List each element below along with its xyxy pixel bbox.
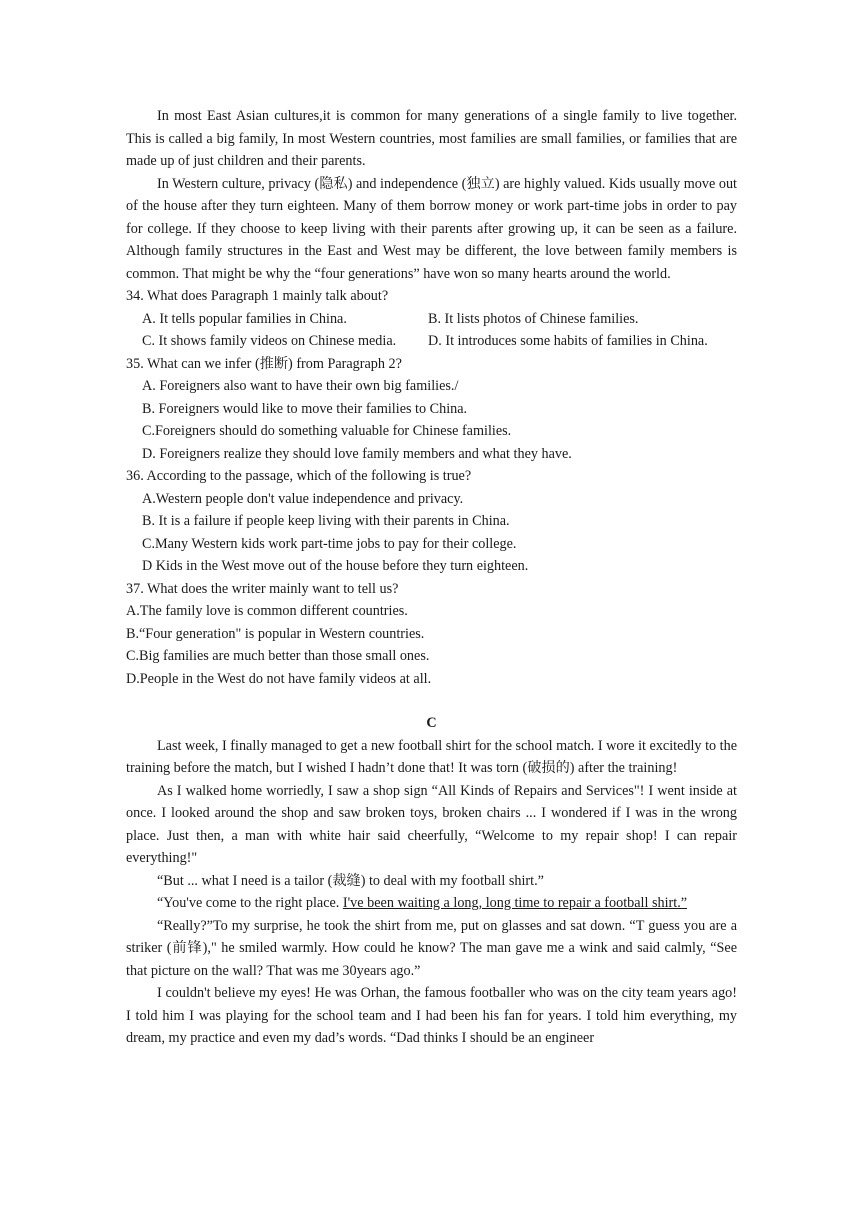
passage-b-paragraph-1: In most East Asian cultures,it is common for many generations of a single family to live together. This is called a big family, In most Western countries, most families are small families, or families that are made up of just children and their parents.	[126, 108, 737, 169]
passage-c-paragraph-2: As I walked home worriedly, I saw a shop sign “All Kinds of Repairs and Services"! I went inside at once. I looked around the shop and saw broken toys, broken chairs ... I wondered if I was in the wrong place. Just then, a man with white hair said cheerfully, “Welcome to my repair shop! I can repair everything!"	[126, 782, 737, 866]
question-36-option-a: A.Western people don't value independence and privacy.	[142, 490, 464, 507]
question-36-option-d: D Kids in the West move out of the house before they turn eighteen.	[142, 558, 529, 574]
question-37-option-c: C.Big families are much better than those small ones.	[126, 648, 430, 664]
question-35-option-c: C.Foreigners should do something valuable for Chinese families.	[142, 423, 512, 439]
question-34-options-row-2	[126, 330, 737, 353]
question-34-option-b: B. It lists photos of Chinese families.	[428, 310, 639, 327]
question-37-option-a: A.The family love is common different countries.	[126, 603, 408, 619]
passage-c-paragraph-1: Last week, I finally managed to get a new football shirt for the school match. I wore it excitedly to the training before the match, but I wished I hadn’t done that! It was torn (破损的) after the training!	[126, 737, 737, 776]
passage-b-paragraph-2: In Western culture, privacy (隐私) and independence (独立) are highly valued. Kids usually move out of the house after they turn eighteen. Many of them borrow money or work part-time jobs in order to pay for college. If they choose to keep living with their parents after growing up, it can be seen as a failure. Although family structures in the East and West may be different, the love between family members is common. That might be why the “four generations” have won so many hearts around the world.	[126, 175, 737, 282]
question-34-option-c: C. It shows family videos on Chinese media.	[142, 333, 397, 349]
question-34-options-row-1	[126, 308, 737, 331]
question-36-stem: 36. According to the passage, which of the following is true?	[126, 468, 472, 484]
passage-c-paragraph-5: “Really?”To my surprise, he took the shirt from me, put on glasses and sat down. “T guess you are a striker (前锋)," he smiled warmly. How could he know? The man gave me a wink and said calmly, “See that picture on the wall? That was me 30years ago.”	[126, 917, 737, 979]
passage-c-paragraph-6: I couldn't believe my eyes! He was Orhan, the famous footballer who was on the city team years ago! I told him I was playing for the school team and I had been his fan for years. I told him everything, my dream, my practice and even my dad’s words. “Dad thinks I should be an engineer	[126, 985, 737, 1046]
passage-c-paragraph-4	[126, 892, 737, 915]
passage-c-paragraph-4-text: “You've come to the right place.	[157, 895, 343, 911]
question-34-option-a: A. It tells popular families in China.	[142, 310, 347, 327]
question-35-option-d: D. Foreigners realize they should love family members and what they have.	[142, 445, 572, 462]
underlined-sentence: I've been waiting a long, long time to repair a football shirt.”	[342, 895, 688, 911]
question-37-option-b: B.“Four generation" is popular in Western countries.	[126, 625, 425, 642]
passage-c-paragraph-3: “But ... what I need is a tailor (裁缝) to deal with my football shirt.”	[157, 872, 544, 889]
question-36-option-b: B. It is a failure if people keep living with their parents in China.	[142, 513, 510, 529]
document-page	[126, 105, 737, 1050]
question-35-option-a: A. Foreigners also want to have their own big families./	[142, 378, 459, 394]
question-34-option-d: D. It introduces some habits of families in China.	[428, 333, 708, 349]
question-34-stem: 34. What does Paragraph 1 mainly talk about?	[126, 288, 389, 304]
question-35-stem: 35. What can we infer (推断) from Paragraph 2?	[126, 355, 402, 372]
question-37-option-d: D.People in the West do not have family videos at all.	[126, 670, 432, 687]
question-37-stem: 37. What does the writer mainly want to tell us?	[126, 580, 399, 597]
question-35-option-b: B. Foreigners would like to move their families to China.	[142, 400, 468, 417]
section-c-heading: C	[426, 715, 437, 731]
question-36-option-c: C.Many Western kids work part-time jobs to pay for their college.	[142, 535, 517, 552]
